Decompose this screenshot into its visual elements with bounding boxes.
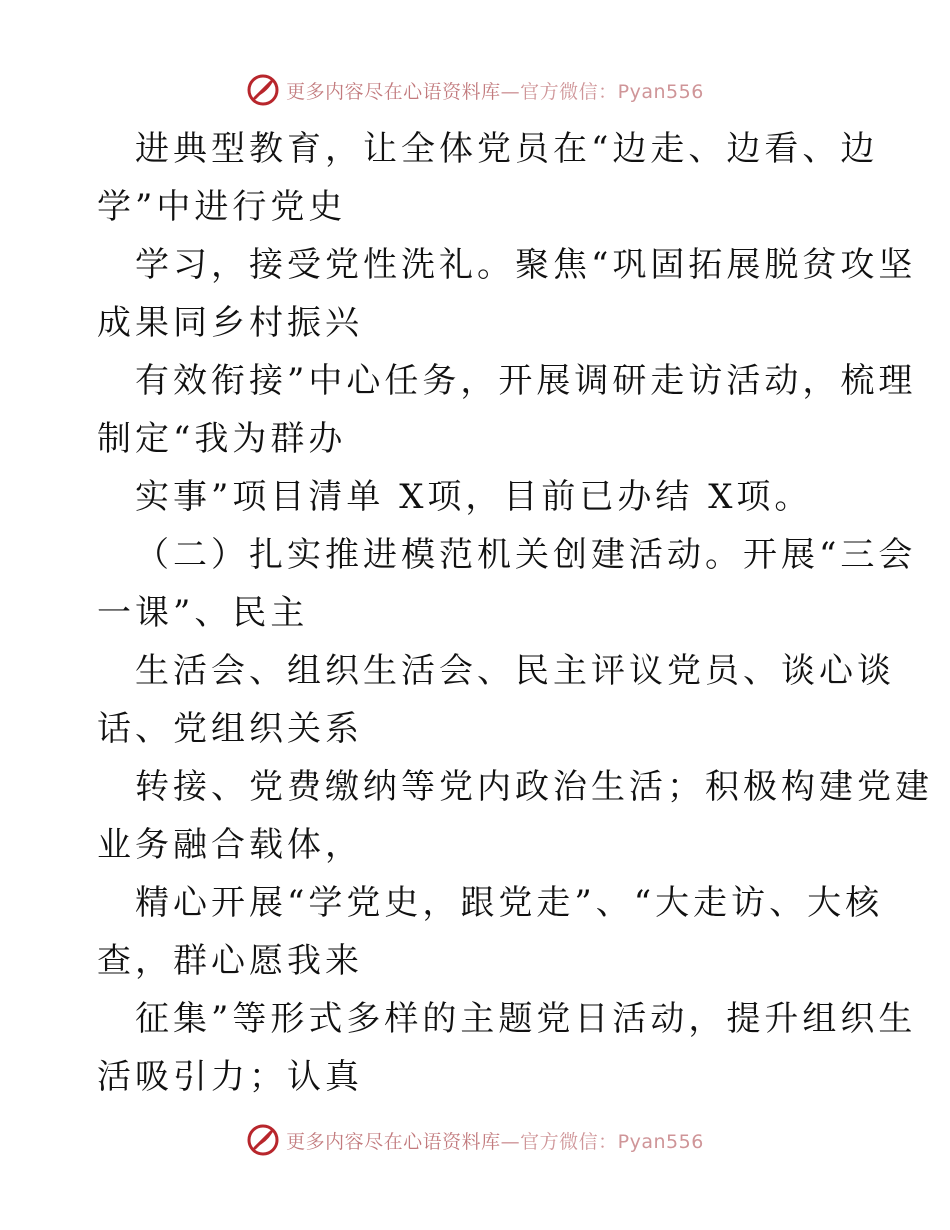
body-line: （二）扎实推进模范机关创建活动。开展“三会 (135, 535, 917, 575)
footer-watermark-text (286, 1127, 704, 1154)
footer-site-name: 更多内容尽在心语资料库 (286, 1130, 501, 1153)
quill-logo-icon (246, 73, 280, 107)
body-line: 实事”项目清单 X项，目前已办结 X项。 (135, 477, 813, 517)
body-line: 生活会、组织生活会、民主评议党员、谈心谈 (135, 651, 895, 691)
body-line: 精心开展“学党史，跟党走”、“大走访、大核 (135, 883, 884, 923)
header-watermark-text (286, 77, 704, 104)
header-contact: —官方微信：Pyan556 (500, 80, 704, 103)
body-line: 业务融合载体， (97, 825, 363, 865)
body-line: 征集”等形式多样的主题党日活动，提升组织生 (135, 999, 917, 1039)
body-line: 制定“我为群办 (97, 419, 347, 459)
body-line: 成果同乡村振兴 (97, 303, 363, 343)
body-line: 有效衔接”中心任务，开展调研走访活动，梳理 (135, 361, 917, 401)
body-line: 查，群心愿我来 (97, 941, 363, 981)
body-line: 转接、党费缴纳等党内政治生活；积极构建党建 (135, 767, 933, 807)
document-body (97, 120, 933, 1106)
body-line: 学”中进行党史 (97, 187, 347, 227)
body-line: 学习，接受党性洗礼。聚焦“巩固拓展脱贫攻坚 (135, 245, 917, 285)
body-line: 活吸引力；认真 (97, 1057, 363, 1097)
footer-contact: —官方微信：Pyan556 (500, 1130, 704, 1153)
body-line: 话、党组织关系 (97, 709, 363, 749)
quill-logo-icon (246, 1123, 280, 1157)
footer-watermark (0, 1120, 950, 1160)
header-site-name: 更多内容尽在心语资料库 (286, 80, 501, 103)
header-watermark (0, 70, 950, 110)
body-line: 一课”、民主 (97, 593, 309, 633)
body-line: 进典型教育，让全体党员在“边走、边看、边 (135, 129, 879, 169)
